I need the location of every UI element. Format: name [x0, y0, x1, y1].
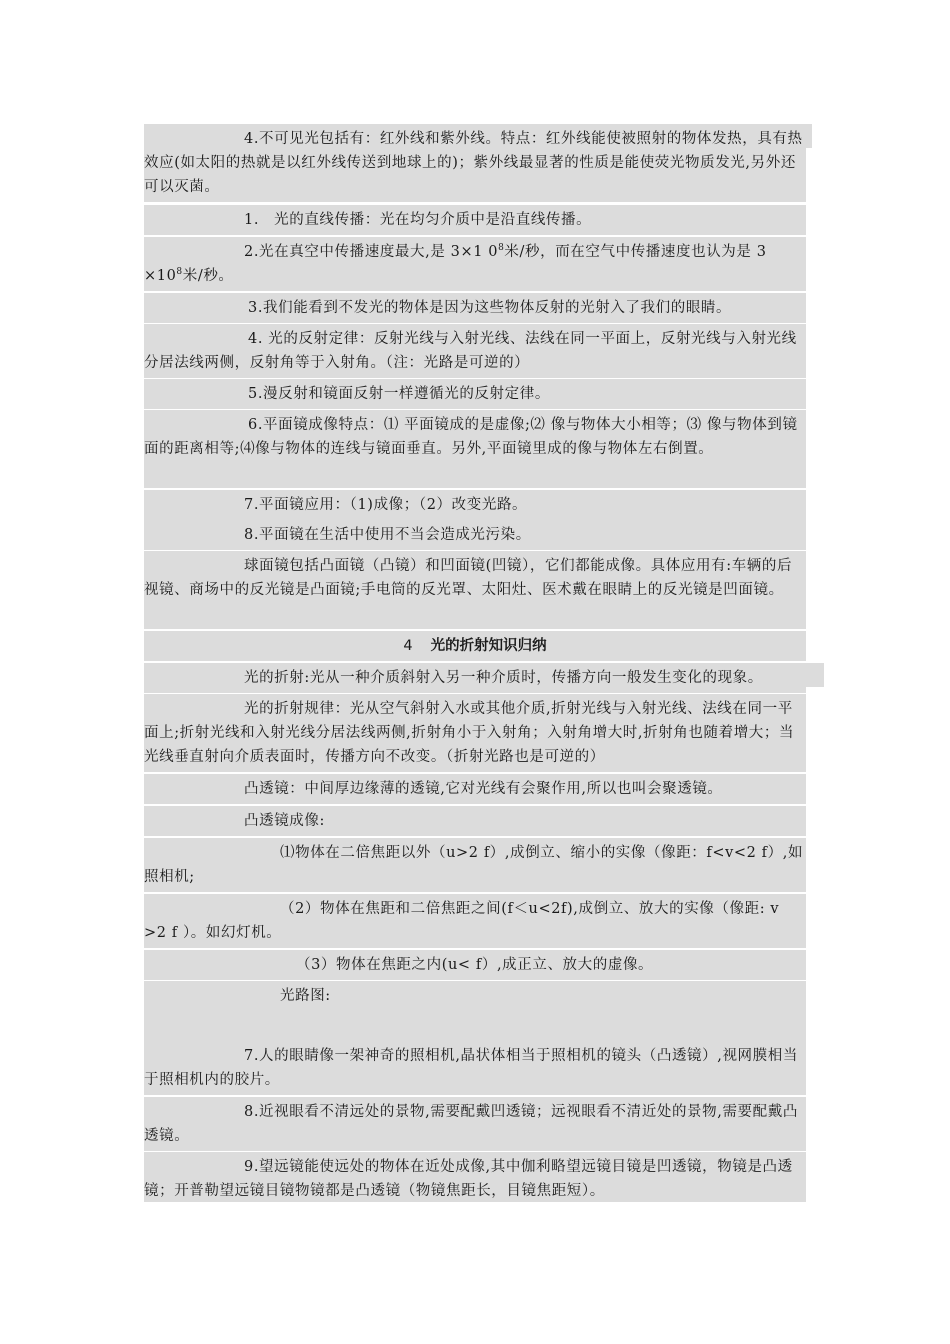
paragraph-refraction-definition: 光的折射:光从一种介质斜射入另一种介质时，传播方向一般发生变化的现象。 [144, 663, 806, 693]
paragraph-invisible-light: 4.不可见光包括有：红外线和紫外线。特点：红外线能使被照射的物体发热，具有热效应(如太阳的热就是以红外线传送到地球上的)；紫外线最显著的性质是能使荧光物质发光,另外还可以灭菌。 [144, 124, 806, 202]
highlight-extension [806, 663, 824, 687]
paragraph-plane-mirror-features: 6.平面镜成像特点：⑴ 平面镜成的是虚像;⑵ 像与物体大小相等；⑶ 像与物体到镜面的距离相等;⑷像与物体的连线与镜面垂直。另外,平面镜里成的像与物体左右倒置。 [144, 410, 806, 488]
light-speed-text-c: 米/秒。 [182, 268, 234, 284]
paragraph-convex-lens: 凸透镜：中间厚边缘薄的透镜,它对光线有会聚作用,所以也叫会聚透镜。 [144, 774, 806, 804]
paragraph-spherical-mirrors: 球面镜包括凸面镜（凸镜）和凹面镜(凹镜），它们都能成像。具体应用有:车辆的后视镜、商场中的反光镜是凸面镜;手电筒的反光罩、太阳灶、医术戴在眼睛上的反光镜是凹面镜。 [144, 551, 806, 629]
paragraph-human-eye: 7.人的眼睛像一架神奇的照相机,晶状体相当于照相机的镜头（凸透镜）,视网膜相当于照相机内的胶片。 [144, 1041, 806, 1095]
paragraph-reflection-law: 4. 光的反射定律：反射光线与入射光线、法线在同一平面上，反射光线与入射光线分居法线两侧，反射角等于入射角。（注：光路是可逆的） [144, 324, 806, 378]
diagram-placeholder [144, 1011, 806, 1041]
paragraph-diffuse-reflection: 5.漫反射和镜面反射一样遵循光的反射定律。 [144, 379, 806, 409]
light-speed-text-a: 2.光在真空中传播速度最大,是 3×1 0 [244, 244, 499, 260]
paragraph-imaging-case-2: （2）物体在焦距和二倍焦距之间(f＜u<2f),成倒立、放大的实像（像距: v >2 f ）。如幻灯机。 [144, 894, 806, 948]
highlight-extension [806, 124, 812, 148]
paragraph-imaging-case-1: ⑴物体在二倍焦距以外（u>2 f）,成倒立、缩小的实像（像距：f<v<2 f）,如照相机; [144, 838, 806, 892]
section-heading-number: 4 [403, 638, 413, 654]
paragraph-convex-imaging-title: 凸透镜成像: [144, 806, 806, 836]
light-speed-text-b: 米/秒，而在空气中传播速度也认为是 3 ×10 [144, 244, 767, 284]
paragraph-light-pollution: 8.平面镜在生活中使用不当会造成光污染。 [144, 520, 806, 550]
paragraph-myopia-hyperopia: 8.近视眼看不清远处的景物,需要配戴凹透镜；远视眼看不清近处的景物,需要配戴凸透镜。 [144, 1097, 806, 1151]
paragraph-imaging-case-3: （3）物体在焦距之内(u< f）,成正立、放大的虚像。 [144, 950, 806, 980]
paragraph-refraction-law: 光的折射规律：光从空气斜射入水或其他介质,折射光线与入射光线、法线在同一平面上;折射光线和入射光线分居法线两侧,折射角小于入射角；入射角增大时,折射角也随着增大；当光线垂直射向介质表面时，传播方向不改变。（折射光路也是可逆的） [144, 694, 806, 772]
paragraph-telescope: 9.望远镜能使远处的物体在近处成像,其中伽利略望远镜目镜是凹透镜，物镜是凸透镜；开普勒望远镜目镜物镜都是凸透镜（物镜焦距长，目镜焦距短）。 [144, 1152, 806, 1202]
paragraph-see-objects: 3.我们能看到不发光的物体是因为这些物体反射的光射入了我们的眼睛。 [144, 293, 806, 323]
paragraph-light-speed [144, 237, 806, 291]
section-heading-title: 光的折射知识归纳 [430, 638, 547, 654]
paragraph-plane-mirror-uses: 7.平面镜应用：（1)成像；（2）改变光路。 [144, 490, 806, 520]
paragraph-ray-diagram-label: 光路图: [144, 981, 806, 1011]
section-heading [144, 631, 806, 661]
paragraph-straight-propagation: 1. 光的直线传播：光在均匀介质中是沿直线传播。 [144, 205, 806, 235]
light-speed-exponent-1: 8 [498, 243, 505, 254]
light-speed-exponent-2: 8 [176, 267, 183, 278]
